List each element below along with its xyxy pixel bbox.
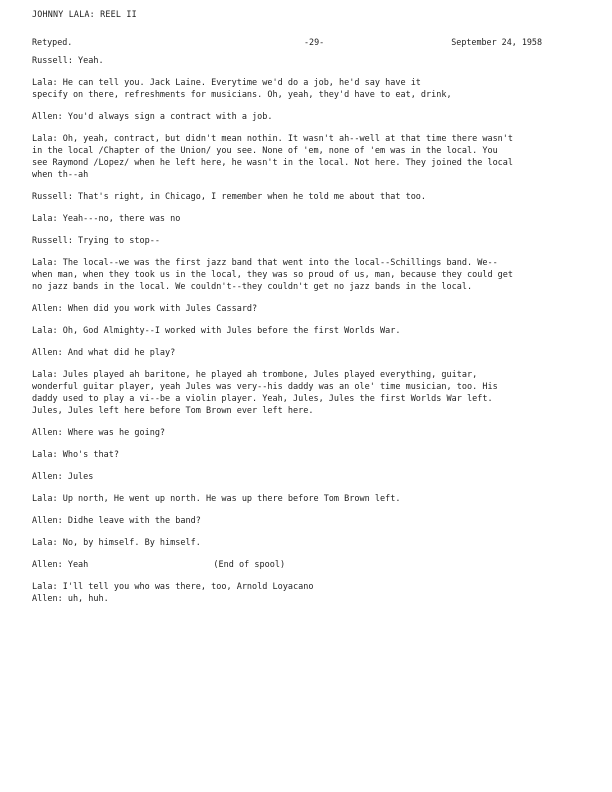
transcript-line: Lala: Oh, yeah, contract, but didn't mean nothin. It wasn't ah--well at that time there wasn't — [32, 134, 514, 144]
transcript-line: wonderful guitar player, yeah Jules was very--his daddy was an ole' time musician, too. His — [32, 382, 498, 392]
transcript-line: Lala: Who's that? — [32, 450, 119, 460]
transcript-line: Lala: Up north, He went up north. He was up there before Tom Brown left. — [32, 494, 401, 504]
transcript-line: Lala: No, by himself. By himself. — [32, 538, 201, 548]
transcript-line: Allen: Where was he going? — [32, 428, 166, 438]
transcript-line: Lala: The local--we was the first jazz band that went into the local--Schillings band. We-- — [32, 258, 498, 268]
transcript-line: specify on there, refreshments for musicians. Oh, yeah, they'd have to eat, drink, — [32, 90, 452, 100]
transcript-line-with-note — [32, 559, 587, 571]
transcript-body — [32, 55, 587, 605]
transcript-line: when man, when they took us in the local, they was so proud of us, man, because they could get — [32, 270, 514, 280]
transcript-line: Allen: uh, huh. — [32, 594, 109, 604]
transcript-line: Lala: He can tell you. Jack Laine. Everytime we'd do a job, he'd say have it — [32, 78, 421, 88]
transcript-line: see Raymond /Lopez/ when he left here, he wasn't in the local. Not here. They joined the local — [32, 158, 514, 168]
speaker-line: Allen: Yeah — [32, 560, 89, 570]
transcript-line: Allen: You'd always sign a contract with a job. — [32, 112, 273, 122]
page-subheader — [32, 37, 542, 49]
page-number: -29- — [304, 37, 325, 47]
retyped-note: Retyped. — [32, 37, 73, 47]
transcript-line: Allen: When did you work with Jules Cassard? — [32, 304, 258, 314]
transcript-line: Russell: That's right, in Chicago, I remember when he told me about that too. — [32, 192, 427, 202]
transcript-line: in the local /Chapter of the Union/ you see. None of 'em, none of 'em was in the local. You — [32, 146, 498, 156]
transcript-line: Lala: Oh, God Almighty--I worked with Jules before the first Worlds War. — [32, 326, 401, 336]
transcript-line: when th--ah — [32, 170, 89, 180]
end-of-spool-note: (End of spool) — [213, 560, 286, 570]
transcript-line: Lala: Jules played ah baritone, he played ah trombone, Jules played everything, guitar, — [32, 370, 478, 380]
transcript-line: Russell: Trying to stop-- — [32, 236, 160, 246]
reel-header: JOHNNY LALA: REEL II — [32, 9, 137, 19]
transcript-line: Allen: And what did he play? — [32, 348, 176, 358]
transcript-line: Lala: Yeah---no, there was no — [32, 214, 181, 224]
transcript-line: Allen: Jules — [32, 472, 94, 482]
transcript-line: daddy used to play a vi--be a violin player. Yeah, Jules, Jules the first Worlds War left. — [32, 394, 493, 404]
transcript-line: Allen: Didhe leave with the band? — [32, 516, 201, 526]
transcript-line: Russell: Yeah. — [32, 56, 104, 66]
transcript-line: Jules, Jules left here before Tom Brown ever left here. — [32, 406, 314, 416]
transcript-line: Lala: I'll tell you who was there, too, Arnold Loyacano — [32, 582, 314, 592]
transcript-date: September 24, 1958 — [451, 37, 542, 47]
transcript-line: no jazz bands in the local. We couldn't--they couldn't get no jazz bands in the local. — [32, 282, 473, 292]
